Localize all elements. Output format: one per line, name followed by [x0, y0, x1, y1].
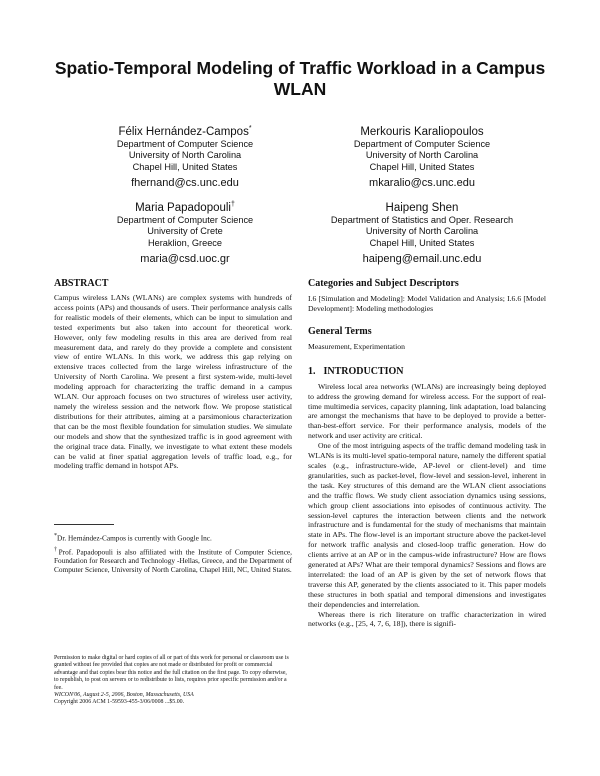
author-block-2 — [297, 122, 547, 190]
author-affiliation-line: Chapel Hill, United States — [369, 237, 475, 248]
paper-title: Spatio-Temporal Modeling of Traffic Workload in a Campus WLAN — [54, 58, 546, 99]
intro-paragraph-1: Wireless local area networks (WLANs) are increasingly being deployed to address the growing demand for wireless access. For the support of real-time multimedia services, capacity planning, link adaptation, load balancing are amongst the mechanisms that have to be deployed to provide a better-than-best-effort service. For their performance analysis, models of the network and user activity are critical. — [308, 381, 546, 441]
author-name: Merkouris Karaliopoulos — [360, 125, 484, 138]
right-column — [308, 278, 546, 629]
intro-paragraph-2: One of the most intriguing aspects of the traffic demand modeling task in WLANs is its multi-level spatio-temporal nature, namely the different spatial scales (e.g., infrastructure-wide, AP-level or client-level) and time granularities, such as packet-level, flow-level and session-level, inherent in the task. Key structures of this demand are the WLAN client associations and the traffic flows. We study client association dynamics using sessions, which group client associations into episodes of continuous activity. The session-level captures the interaction between clients and the network infrastructure and is fundamental for the study of mechanisms that maintain state in APs. The flow-level is an important structure above the packet-level for network traffic analysis and closed-loop traffic generation. How do clients arrive at an AP or in the campus-wide infrastructure? How are flows generated at APs? What are their temporal dynamics? Sessions and flows are interrelated: the load of an AP is given by the set of network flows that traverse this AP, generated by the clients associated to it. This paper models these structures in both spatial and temporal dimensions and investigates their dependencies and interrelation. — [308, 441, 546, 609]
author-affiliation-line: University of North Carolina — [128, 150, 242, 161]
footnote-rule — [54, 524, 114, 525]
author-affiliation-line: Department of Computer Science — [116, 138, 254, 149]
footnote-1: *Dr. Hernández-Campos is currently with Google Inc. — [54, 533, 212, 543]
footnotes — [54, 532, 292, 575]
abstract-heading: ABSTRACT — [54, 278, 109, 289]
permission-text: Permission to make digital or hard copies of all or part of this work for personal or classroom use is granted without fee provided that copies are not made or distributed for profit or commercial advantage and that copies bear this notice and the full citation on the first page. To copy otherwise, to republish, to post on servers or to redistribute to lists, requires prior specific permission and/or a fee. — [54, 655, 289, 691]
categories-heading: Categories and Subject Descriptors — [308, 278, 459, 289]
intro-heading: 1. INTRODUCTION — [308, 365, 404, 377]
abstract-text: Campus wireless LANs (WLANs) are complex systems with hundreds of access points (APs) and thousands of users. Their performance analysis calls for realistic models of their elements, which can be input to simulation and tested experiments but also taken into account for theoretical work. However, only few modeling results in this area are derived from real measurement data, and rarely do they provide a complete and consistent view of entire WLANs. In this work, we address this gap relying on extensive traces collected from the large wireless infrastructure of the University of North Carolina. We present a first system-wide, multi-level modeling approach for characterizing the traffic demand in a campus WLAN. Our approach focuses on two structures of wireless user activity, namely the wireless session and the network flow. We propose statistical distributions for their attributes, aiming at a parsimonious characterization that can be the most flexible foundation for simulation studies. We simulate our models and show that the synthesized traffic is in good agreement with the original trace data. Finally, we investigate to what extent these models can be valid at finer spatial aggregation levels of traffic load, e.g., for modeling traffic demand in hotspot APs. — [54, 293, 292, 471]
author-email: mkaralio@cs.unc.edu — [369, 177, 475, 190]
abstract-section — [54, 278, 292, 471]
author-email: fhernand@cs.unc.edu — [131, 177, 239, 190]
footnote-2: †Prof. Papadopouli is also affiliated with the Institute of Computer Science, Foundation for Research and Technology -Hellas, Greece, and the Department of Computer Science, University of North Carolina, Chapel Hill, NC, United States. — [54, 547, 292, 575]
author-block-4 — [297, 198, 547, 266]
author-name: Maria Papadopouli† — [135, 201, 235, 214]
venue-line: WICON'06, August 2-5, 2006, Boston, Massachusetts, USA — [54, 692, 194, 699]
author-affiliation-line: University of North Carolina — [365, 150, 479, 161]
author-affiliation-line: Department of Computer Science — [116, 214, 254, 225]
copyright-line: Copyright 2006 ACM 1-59593-455-3/06/0008 ...$5.00. — [54, 699, 185, 706]
general-terms-heading: General Terms — [308, 325, 372, 337]
author-affiliation-line: Department of Statistics and Oper. Research — [330, 214, 514, 225]
author-block-3 — [60, 198, 310, 266]
author-name: Félix Hernández-Campos* — [118, 125, 252, 138]
author-affiliation-line: Chapel Hill, United States — [369, 161, 475, 172]
author-affiliation-line: Chapel Hill, United States — [132, 161, 238, 172]
author-email: haipeng@email.unc.edu — [362, 253, 482, 266]
author-affiliation-line: Department of Computer Science — [353, 138, 491, 149]
permission-block — [54, 655, 292, 707]
author-affiliation-line: University of Crete — [147, 226, 223, 237]
author-affiliation-line: University of North Carolina — [365, 226, 479, 237]
author-email: maria@csd.uoc.gr — [140, 253, 230, 266]
categories-text: I.6 [Simulation and Modeling]: Model Validation and Analysis; I.6.6 [Model Development]: Modeling methodologies — [308, 294, 546, 313]
intro-paragraph-3: Whereas there is rich literature on traffic characterization in wired networks (e.g., [25, 4, 7, 6, 18]), there is signifi- — [308, 609, 546, 629]
general-terms-text: Measurement, Experimentation — [308, 341, 405, 351]
author-block-1 — [60, 122, 310, 190]
author-affiliation-line: Heraklion, Greece — [147, 237, 223, 248]
author-name: Haipeng Shen — [385, 201, 459, 214]
